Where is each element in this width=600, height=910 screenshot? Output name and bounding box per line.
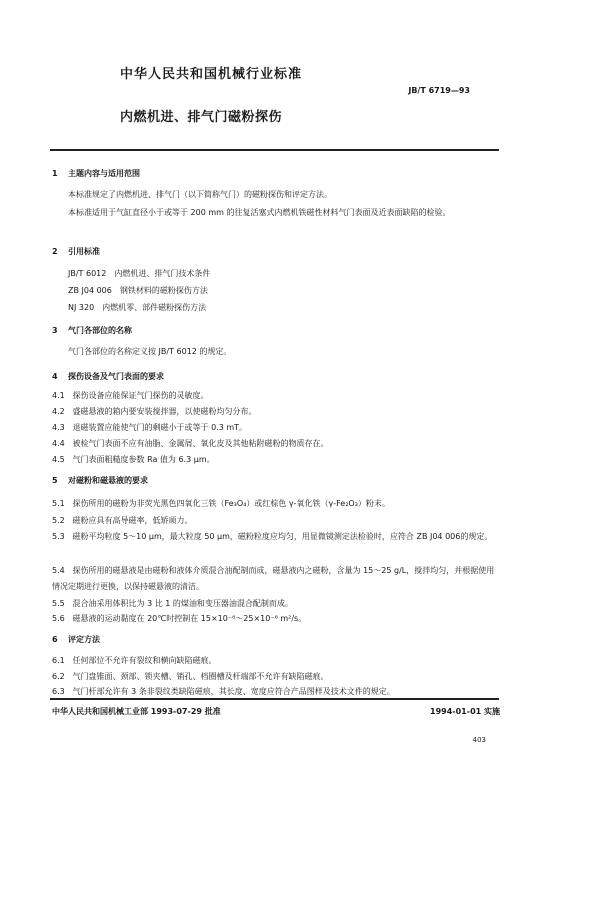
clause-5-6: 5.6 磁悬液的运动黏度在 20℃时控制在 15×10⁻⁶～25×10⁻⁶ m²/s。 [52,614,307,623]
clause-4-4: 4.4 被检气门表面不应有油脂、金属屑、氧化皮及其他粘附磁粉的物质存在。 [52,439,329,448]
section-title: 气门各部位的名称 [68,326,132,335]
clause-6-1: 6.1 任何部位不允许有裂纹和横向缺陷磁痕。 [52,656,217,665]
approval-line: 中华人民共和国机械工业部 1993-07-29 批准 [52,707,221,716]
section-4-heading [52,371,164,382]
section-number: 3 [52,326,58,335]
section-title: 评定方法 [68,635,100,644]
clause-6-3: 6.3 气门杆部允许有 3 条非裂纹类缺陷磁痕，其长度、宽度应符合产品图样及技术文件的规定。 [52,687,395,696]
section-6-heading [52,634,100,645]
clause-5-4: 5.4 探伤所用的磁悬液是由磁粉和液体介质混合油配制而成，磁悬液内之磁粉，含量为 15～25 g/L，搅拌均匀，并根据使用情况定期进行更换，以保持磁悬液的清洁。 [52,566,495,591]
standard-number: JB/T 6719—93 [408,86,470,95]
header-rule [50,149,499,151]
clause-4-2: 4.2 盛磁悬液的箱内要安装搅拌器，以使磁粉均匀分布。 [52,407,257,416]
clause-4-3: 4.3 退磁装置应能使气门的剩磁小于或等于 0.3 mT。 [52,423,248,432]
reference-item: NJ 320 内燃机零、部件磁粉探伤方法 [68,303,207,312]
section-5-heading [52,475,148,486]
section-3-paragraph: 气门各部位的名称定义按 JB/T 6012 的规定。 [68,347,232,356]
clause-5-1: 5.1 探伤所用的磁粉为非荧光黑色四氧化三铁（Fe₃O₄）或红棕色 γ-氧化铁（γ-Fe₂O₃）粉末。 [52,499,390,508]
clause-4-5: 4.5 气门表面粗糙度参数 Ra 值为 6.3 μm。 [52,455,215,464]
clause-5-5: 5.5 混合油采用体积比为 3 比 1 的煤油和变压器油混合配制而成。 [52,599,293,608]
reference-item: ZB J04 006 钢铁材料的磁粉探伤方法 [68,286,208,295]
clause-5-2: 5.2 磁粉应具有高导磁率，低矫顽力。 [52,516,193,525]
section-title: 引用标准 [68,247,100,256]
section-1-paragraph-2: 本标准适用于气缸直径小于或等于 200 mm 的往复活塞式内燃机铁磁性材料气门表面及近表面缺陷的检验。 [68,208,451,217]
section-3-heading [52,325,132,336]
reference-item: JB/T 6012 内燃机进、排气门技术条件 [68,269,211,278]
section-number: 1 [52,169,58,178]
section-2-heading [52,246,100,257]
footer-rule [50,698,499,700]
section-number: 6 [52,635,58,644]
clause-5-3: 5.3 磁粉平均粒度 5～10 μm，最大粒度 50 μm，磁粉粒度应均匀，用显微镜测定法检验时，应符合 ZB J04 006的规定。 [52,532,493,541]
section-title: 主题内容与适用范围 [68,169,140,178]
clause-6-2: 6.2 气门盘锥面、颈部、锁夹槽、销孔、档圈槽及杆端部不允许有缺陷磁痕。 [52,672,329,681]
section-1-paragraph-1: 本标准规定了内燃机进、排气门（以下简称气门）的磁粉探伤和评定方法。 [68,190,332,199]
section-number: 4 [52,372,58,381]
effective-date: 1994-01-01 实施 [430,707,500,716]
section-title: 探伤设备及气门表面的要求 [68,372,164,381]
clause-4-1: 4.1 探伤设备应能保证气门探伤的灵敏度。 [52,391,209,400]
section-1-heading [52,168,140,179]
section-number: 2 [52,247,58,256]
page-number: 403 [472,736,486,744]
section-title: 对磁粉和磁悬液的要求 [68,476,148,485]
document-title: 内燃机进、排气门磁粉探伤 [120,110,283,125]
issuing-organization: 中华人民共和国机械行业标准 [120,67,303,82]
section-number: 5 [52,476,58,485]
